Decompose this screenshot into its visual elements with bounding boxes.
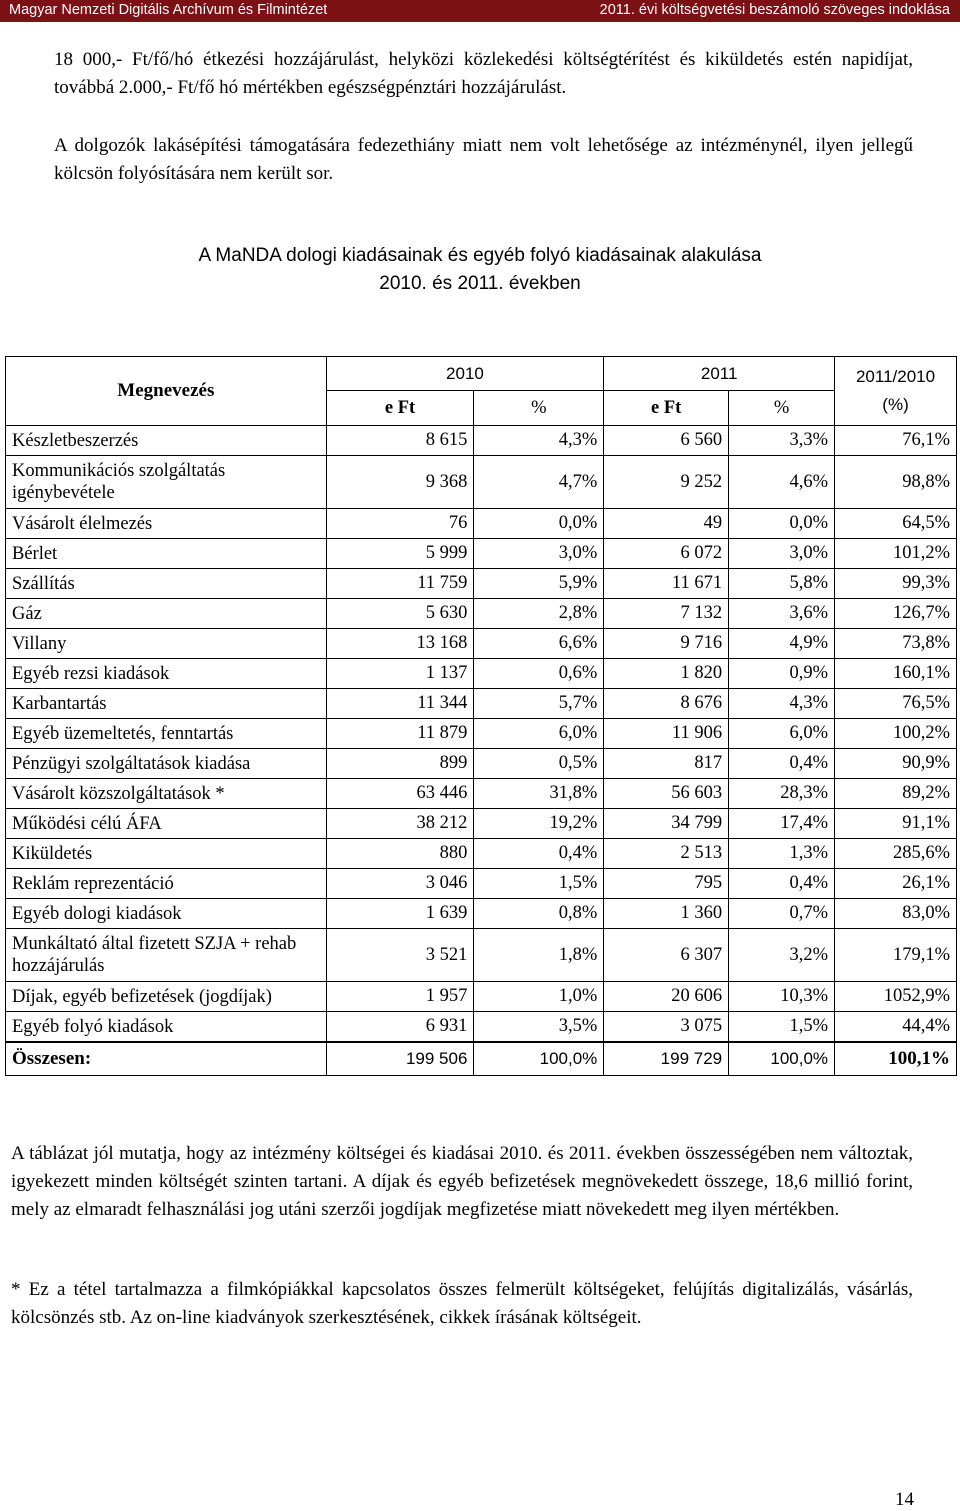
table-cell-value: 11 906 xyxy=(604,719,729,749)
paragraph-allowances: 18 000,- Ft/fő/hó étkezési hozzájárulást, helyközi közlekedési költségtérítést és kiküldetés estén napidíjat, továbbá 2.000,- Ft/fő hó mértékben egészségpénztári hozzájárulást. xyxy=(54,49,913,98)
table-cell-name: Egyéb rezsi kiadások xyxy=(6,659,327,689)
total-value: 199 506 xyxy=(326,1042,474,1076)
table-cell-value: 0,9% xyxy=(729,659,835,689)
table-cell-value: 3,0% xyxy=(729,539,835,569)
table-cell-value: 817 xyxy=(604,749,729,779)
table-cell-value: 9 252 xyxy=(604,456,729,509)
table-cell-name: Villany xyxy=(6,629,327,659)
table-cell-value: 0,4% xyxy=(729,869,835,899)
table-cell-value: 0,0% xyxy=(729,509,835,539)
table-cell-name: Egyéb dologi kiadások xyxy=(6,899,327,929)
expenses-table xyxy=(5,356,957,1076)
table-cell-value: 17,4% xyxy=(729,809,835,839)
table-cell-value: 10,3% xyxy=(729,982,835,1012)
table-cell-value: 4,7% xyxy=(474,456,604,509)
table-cell-value: 3 046 xyxy=(326,869,474,899)
table-row xyxy=(6,779,957,809)
header-document-title: 2011. évi költségvetési beszámoló szöveges indoklása xyxy=(599,2,950,18)
table-row xyxy=(6,456,957,509)
table-cell-name: Vásárolt élelmezés xyxy=(6,509,327,539)
table-cell-value: 90,9% xyxy=(835,749,957,779)
table-row xyxy=(6,839,957,869)
table-cell-value: 6 560 xyxy=(604,426,729,456)
table-cell-name: Kommunikációs szolgáltatás igénybevétele xyxy=(6,456,327,509)
table-total-row xyxy=(6,1042,957,1076)
table-row xyxy=(6,899,957,929)
table-cell-name: Munkáltató által fizetett SZJA + rehab hozzájárulás xyxy=(6,929,327,982)
table-cell-value: 1,5% xyxy=(474,869,604,899)
table-cell-value: 0,0% xyxy=(474,509,604,539)
table-cell-value: 64,5% xyxy=(835,509,957,539)
table-cell-value: 11 344 xyxy=(326,689,474,719)
table-cell-value: 76 xyxy=(326,509,474,539)
table-row xyxy=(6,509,957,539)
column-header-2010: 2010 xyxy=(326,357,604,391)
table-cell-value: 3 521 xyxy=(326,929,474,982)
table-cell-name: Díjak, egyéb befizetések (jogdíjak) xyxy=(6,982,327,1012)
table-cell-value: 6,6% xyxy=(474,629,604,659)
table-cell-value: 3,3% xyxy=(729,426,835,456)
total-value: 100,0% xyxy=(729,1042,835,1076)
table-cell-value: 5,9% xyxy=(474,569,604,599)
total-value: 100,0% xyxy=(474,1042,604,1076)
column-header-eft-2010: e Ft xyxy=(326,391,474,426)
table-cell-value: 99,3% xyxy=(835,569,957,599)
table-cell-value: 3 075 xyxy=(604,1012,729,1043)
table-cell-value: 2 513 xyxy=(604,839,729,869)
table-cell-name: Működési célú ÁFA xyxy=(6,809,327,839)
table-cell-value: 100,2% xyxy=(835,719,957,749)
table-cell-value: 83,0% xyxy=(835,899,957,929)
header-institution: Magyar Nemzeti Digitális Archívum és Filmintézet xyxy=(9,2,328,18)
table-cell-value: 1,8% xyxy=(474,929,604,982)
table-cell-value: 179,1% xyxy=(835,929,957,982)
table-cell-value: 5 630 xyxy=(326,599,474,629)
table-cell-value: 56 603 xyxy=(604,779,729,809)
table-cell-value: 34 799 xyxy=(604,809,729,839)
table-row xyxy=(6,1012,957,1043)
table-cell-value: 1 957 xyxy=(326,982,474,1012)
table-cell-value: 5,7% xyxy=(474,689,604,719)
table-row xyxy=(6,599,957,629)
table-row xyxy=(6,689,957,719)
table-cell-value: 1 639 xyxy=(326,899,474,929)
table-cell-value: 2,8% xyxy=(474,599,604,629)
table-cell-value: 28,3% xyxy=(729,779,835,809)
table-row xyxy=(6,426,957,456)
table-cell-value: 44,4% xyxy=(835,1012,957,1043)
table-cell-name: Gáz xyxy=(6,599,327,629)
table-cell-value: 795 xyxy=(604,869,729,899)
paragraph-summary: A táblázat jól mutatja, hogy az intézmény költségei és kiadásai 2010. és 2011. években összességében nem változtak, igyekezett minden költségét szinten tartani. A díjak és egyéb befizetések megnövekedett összege, 18,6 millió forint, mely az elmaradt felhasználási jog utáni szerzői jogdíjak megfizetése miatt növekedett meg ilyen mértékben. xyxy=(11,1143,913,1220)
table-cell-value: 1 820 xyxy=(604,659,729,689)
table-cell-value: 0,5% xyxy=(474,749,604,779)
table-cell-value: 1 137 xyxy=(326,659,474,689)
table-cell-value: 3,6% xyxy=(729,599,835,629)
total-value: 199 729 xyxy=(604,1042,729,1076)
table-cell-name: Egyéb üzemeltetés, fenntartás xyxy=(6,719,327,749)
table-cell-value: 5,8% xyxy=(729,569,835,599)
table-cell-value: 285,6% xyxy=(835,839,957,869)
table-row xyxy=(6,659,957,689)
table-cell-value: 73,8% xyxy=(835,629,957,659)
table-cell-value: 0,4% xyxy=(474,839,604,869)
table-cell-value: 8 676 xyxy=(604,689,729,719)
table-title: A MaNDA dologi kiadásainak és egyéb folyó kiadásainak alakulása xyxy=(198,245,762,266)
column-header-pct-2011: % xyxy=(729,391,835,426)
table-cell-value: 101,2% xyxy=(835,539,957,569)
table-cell-value: 5 999 xyxy=(326,539,474,569)
table-cell-value: 11 671 xyxy=(604,569,729,599)
table-cell-value: 1,3% xyxy=(729,839,835,869)
table-cell-value: 899 xyxy=(326,749,474,779)
table-cell-name: Bérlet xyxy=(6,539,327,569)
table-row xyxy=(6,749,957,779)
column-header-eft-2011: e Ft xyxy=(604,391,729,426)
table-cell-value: 880 xyxy=(326,839,474,869)
table-cell-value: 0,4% xyxy=(729,749,835,779)
table-header-row xyxy=(6,357,957,391)
table-cell-value: 76,1% xyxy=(835,426,957,456)
table-cell-value: 0,8% xyxy=(474,899,604,929)
paragraph-housing-support: A dolgozók lakásépítési támogatására fedezethiány miatt nem volt lehetősége az intézménynél, ilyen jellegű kölcsön folyósítására nem került sor. xyxy=(54,135,913,184)
table-title-years: 2010. és 2011. években xyxy=(379,273,581,294)
column-header-ratio: 2011/2010 (%) xyxy=(835,357,957,426)
table-cell-value: 4,9% xyxy=(729,629,835,659)
table-row xyxy=(6,539,957,569)
table-cell-value: 126,7% xyxy=(835,599,957,629)
table-row xyxy=(6,929,957,982)
column-header-name: Megnevezés xyxy=(6,357,327,426)
table-cell-value: 13 168 xyxy=(326,629,474,659)
table-cell-value: 6 307 xyxy=(604,929,729,982)
table-cell-value: 49 xyxy=(604,509,729,539)
column-header-pct-2010: % xyxy=(474,391,604,426)
table-row xyxy=(6,629,957,659)
table-cell-value: 3,0% xyxy=(474,539,604,569)
table-cell-value: 11 759 xyxy=(326,569,474,599)
table-body xyxy=(6,426,957,1076)
paragraph-footnote: * Ez a tétel tartalmazza a filmkópiákkal kapcsolatos összes felmerült költségeket, felújítás digitalizálás, vásárlás, kölcsönzés stb. Az on-line kiadványok szerkesztésének, cikkek írásának költségeit. xyxy=(11,1279,913,1328)
table-cell-name: Karbantartás xyxy=(6,689,327,719)
table-cell-value: 63 446 xyxy=(326,779,474,809)
table-cell-value: 11 879 xyxy=(326,719,474,749)
table-cell-value: 1052,9% xyxy=(835,982,957,1012)
table-cell-value: 1,0% xyxy=(474,982,604,1012)
table-cell-value: 0,6% xyxy=(474,659,604,689)
table-row xyxy=(6,869,957,899)
table-cell-name: Egyéb folyó kiadások xyxy=(6,1012,327,1043)
table-cell-value: 38 212 xyxy=(326,809,474,839)
table-cell-value: 8 615 xyxy=(326,426,474,456)
table-cell-value: 6,0% xyxy=(474,719,604,749)
table-cell-value: 0,7% xyxy=(729,899,835,929)
table-cell-value: 98,8% xyxy=(835,456,957,509)
total-value: 100,1% xyxy=(835,1042,957,1076)
table-cell-value: 3,2% xyxy=(729,929,835,982)
table-cell-value: 4,3% xyxy=(729,689,835,719)
table-row xyxy=(6,982,957,1012)
table-cell-value: 20 606 xyxy=(604,982,729,1012)
table-cell-name: Készletbeszerzés xyxy=(6,426,327,456)
table-cell-value: 76,5% xyxy=(835,689,957,719)
table-cell-value: 26,1% xyxy=(835,869,957,899)
table-cell-value: 89,2% xyxy=(835,779,957,809)
table-cell-value: 1,5% xyxy=(729,1012,835,1043)
table-cell-value: 7 132 xyxy=(604,599,729,629)
table-cell-name: Vásárolt közszolgáltatások * xyxy=(6,779,327,809)
table-cell-value: 6,0% xyxy=(729,719,835,749)
table-cell-value: 1 360 xyxy=(604,899,729,929)
total-label: Összesen: xyxy=(6,1042,327,1076)
table-cell-value: 6 931 xyxy=(326,1012,474,1043)
table-row xyxy=(6,569,957,599)
column-header-2011: 2011 xyxy=(604,357,835,391)
table-cell-value: 6 072 xyxy=(604,539,729,569)
page-number: 14 xyxy=(895,1489,914,1510)
table-cell-name: Szállítás xyxy=(6,569,327,599)
table-row xyxy=(6,719,957,749)
document-header-bar xyxy=(0,0,960,22)
table-cell-name: Kiküldetés xyxy=(6,839,327,869)
table-row xyxy=(6,809,957,839)
table-cell-value: 3,5% xyxy=(474,1012,604,1043)
table-cell-name: Reklám reprezentáció xyxy=(6,869,327,899)
table-cell-name: Pénzügyi szolgáltatások kiadása xyxy=(6,749,327,779)
table-cell-value: 4,6% xyxy=(729,456,835,509)
table-cell-value: 91,1% xyxy=(835,809,957,839)
table-cell-value: 31,8% xyxy=(474,779,604,809)
table-cell-value: 4,3% xyxy=(474,426,604,456)
table-cell-value: 19,2% xyxy=(474,809,604,839)
table-cell-value: 160,1% xyxy=(835,659,957,689)
table-cell-value: 9 368 xyxy=(326,456,474,509)
table-cell-value: 9 716 xyxy=(604,629,729,659)
